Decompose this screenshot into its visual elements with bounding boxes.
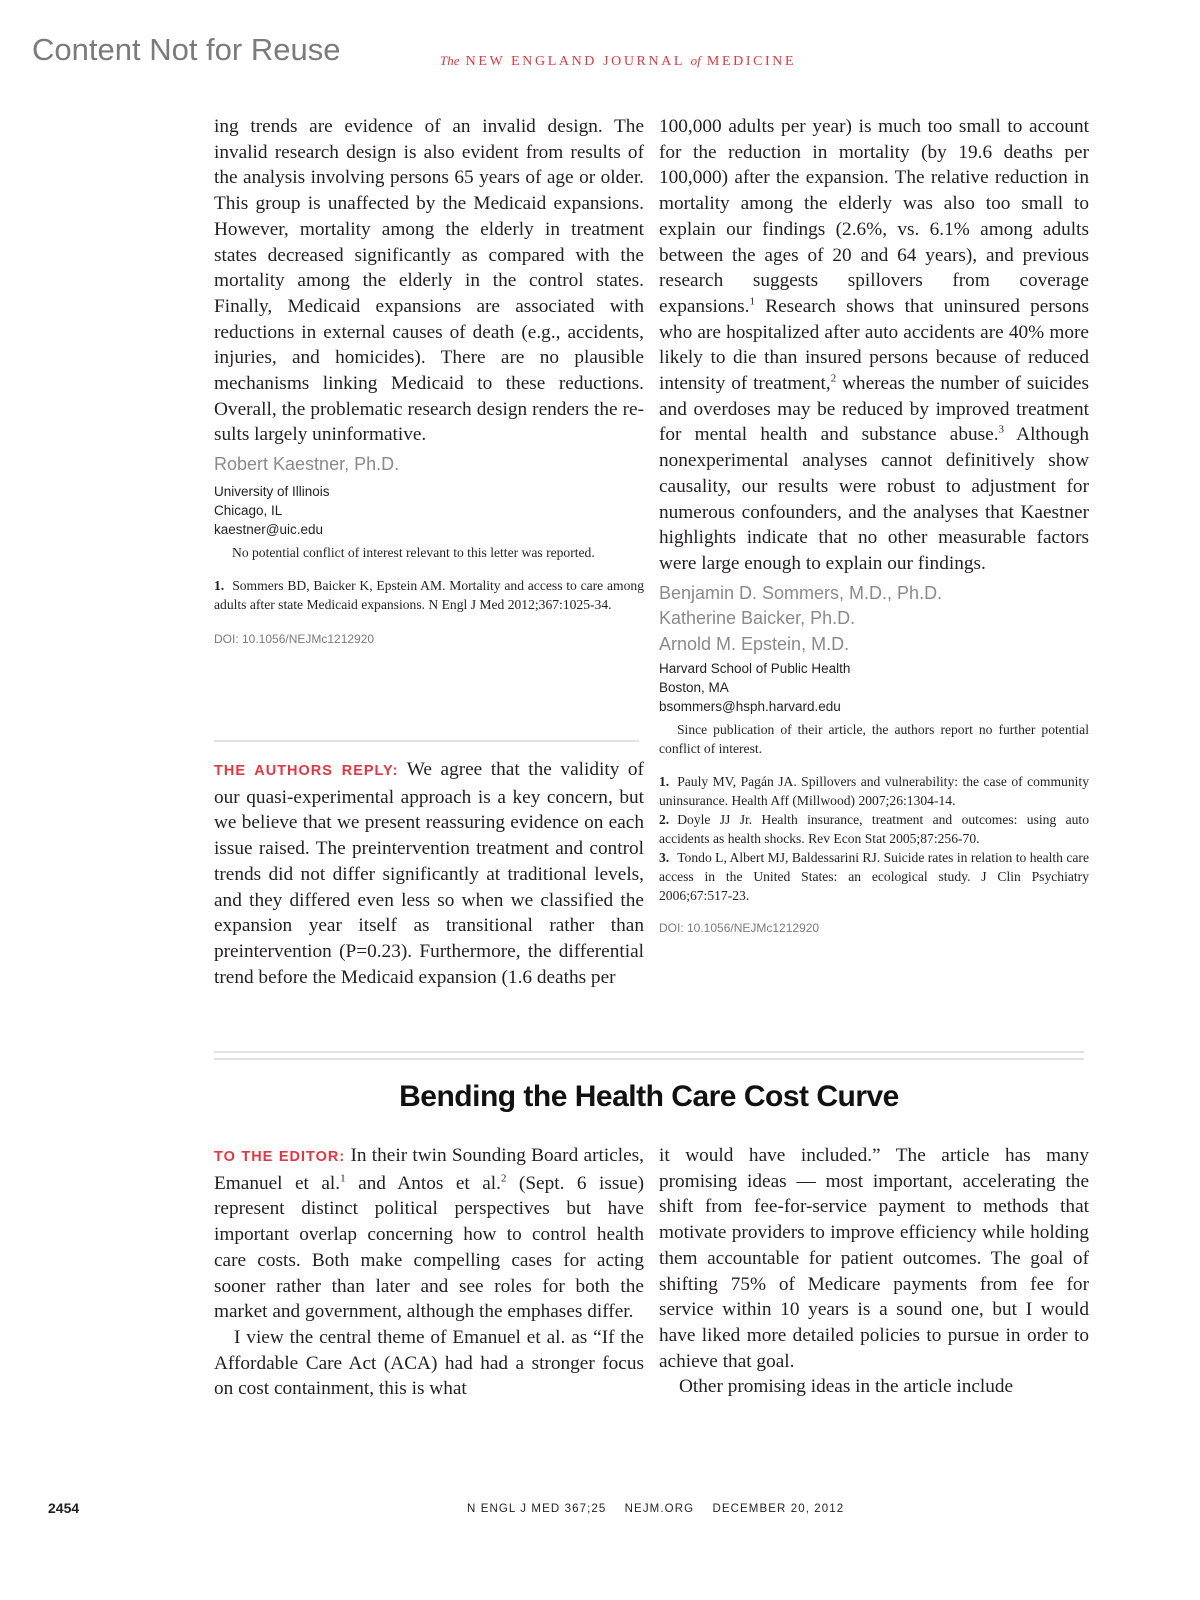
left-column-upper (214, 114, 644, 646)
article2-left-column: TO THE EDITOR: In their twin Sounding Board articles, Emanuel et al.$^1$ and Antos et al.$^2$ (Sept. 6 issue) represent distinct political perspectives but have important overlap concerning how to control health care costs. Both make compelling cases for acting sooner rather than later and see roles for both the market and government, although the emphases differ. I view the central theme of Emanuel et al. as “If the Affordable Care Act (ACA) had had a stronger focus on cost containment, this is what (214, 1143, 644, 1402)
article-title: Bending the Health Care Cost Curve (399, 1080, 899, 1113)
reply-doi[interactable]: DOI: 10.1056/NEJMc1212920 (659, 921, 820, 936)
letter1-references (214, 576, 644, 614)
right-column-upper (659, 114, 1089, 935)
reply-lead: THE AUTHORS REPLY: (214, 763, 399, 779)
reply-location: Boston, MA (659, 680, 729, 696)
letter1-body: ing trends are evidence of an invalid design. The invalid research design is also evident from results of the analysis involving persons 65 years of age or older. This group is unaffected by the Medicaid expansions. However, mortality among the elderly in treatment states decreased significantly as compared with the mortality among the elderly in the control states. Finally, Medicaid expansions are associated with reductions in external causes of death (e.g., accidents, injuries, and homicides). There are no plausible mechanisms linking Medicaid to these reductions. Overall, the problematic research design renders the results largely uninformative. (214, 116, 644, 446)
reply-author-2: Katherine Baicker, Ph.D. (659, 608, 856, 629)
reply-affiliation (659, 659, 1089, 716)
footer-citation (467, 1503, 858, 1515)
journal-citation: N ENGL J MED 367;25 (467, 1503, 607, 1515)
letter1-affiliation (214, 482, 644, 539)
reply-body-col2: 100,000 adults per year) is much too small to account for the reduction in mortality (by 19.6 deaths per 100,000) after the expansion. The relative reduction in mortality among the elderly was also too small to explain our findings (2.6%, vs. 6.1% among adults between the ages of 20 and 64 years), and previous research suggests spillovers from coverage expansions.$^1$ Research shows that uninsured persons who are hospitalized after auto accidents are 40% more likely to die than insured persons because of reduced intensity of treatment,$^2$ whereas the number of suicides and overdoses may be reduced by improved treatment for mental health and substance abuse.$^3$ Although nonexperimental analyses cannot definitively show causality, our results were robust to adjustment for numerous confounders, and the analyses that Kaestner highlights indicate that no other measurable factors were large enough to explain our findings. (659, 116, 1089, 574)
reference-item: 1. Sommers BD, Baicker K, Epstein AM. Mortality and access to care among adults after state Medicaid expansions. N Engl J Med 2012;367:1025-34. (214, 577, 644, 612)
reference-item: 3. Tondo L, Albert MJ, Baldessarini RJ. Suicide rates in relation to health care access in the United States: an ecological study. J Clin Psychiatry 2006;67:517-23. (659, 850, 1089, 904)
masthead-name-2: MEDICINE (706, 54, 797, 69)
section-divider (214, 740, 639, 742)
reply-institution: Harvard School of Public Health (659, 661, 851, 677)
reply-conflict: Since publication of their article, the authors report no further potential conflict of interest. (659, 722, 1089, 757)
masthead-prefix: The (440, 53, 460, 68)
left-column-reply (214, 757, 644, 990)
reference-item: 1. Pauly MV, Pagán JA. Spillovers and vulnerability: the case of community uninsurance. Health Aff (Millwood) 2007;26:1304-14. (659, 774, 1089, 809)
letter1-author: Robert Kaestner, Ph.D. (214, 454, 400, 475)
masthead-name-1: NEW ENGLAND JOURNAL (465, 54, 685, 69)
journal-site[interactable]: NEJM.ORG (624, 1503, 695, 1515)
article-divider-bottom (214, 1058, 1084, 1060)
to-editor-lead: TO THE EDITOR: (214, 1149, 346, 1165)
article2-right-column (659, 1143, 1089, 1400)
masthead-of: of (690, 53, 701, 68)
letter1-email[interactable]: kaestner@uic.edu (214, 521, 324, 537)
reference-item: 2. Doyle JJ Jr. Health insurance, treatment and outcomes: using auto accidents as health shocks. Rev Econ Stat 2005;87:256-70. (659, 812, 1089, 847)
issue-date: DECEMBER 20, 2012 (712, 1503, 845, 1515)
article2-paragraph-3: Other promising ideas in the article include (679, 1376, 1014, 1398)
reply-author-1: Benjamin D. Sommers, M.D., Ph.D. (659, 582, 943, 603)
reply-body-col1: We agree that the validity of our quasi-experimental approach is a key concern, but we believe that we present reassuring evidence on each issue raised. The preintervention treatment and control trends did not differ significantly at traditional levels, and they differed even less so when we classified the expansion year itself as transitional rather than preintervention (P=0.23). Furthermore, the differential trend before the Medicaid expansion (1.6 deaths per (214, 759, 644, 988)
article2-paragraph-2-cont: it would have included.” The article has many promising ideas — most important, accelerating the shift from fee-for-service payment to methods that motivate providers to improve efficiency while holding them accountable for patient outcomes. The goal of shifting 75% of Medicare payments from fee for service within 10 years is a sound one, but I would have liked more detailed policies to pursue in order to achieve that goal. (659, 1145, 1089, 1372)
article-divider-top (214, 1051, 1084, 1053)
reply-author-3: Arnold M. Epstein, M.D. (659, 633, 850, 654)
reply-references (659, 772, 1089, 905)
letter1-conflict: No potential conflict of interest relevant to this letter was reported. (232, 544, 595, 560)
page-number: 2454 (48, 1500, 80, 1516)
journal-masthead (440, 53, 796, 70)
letter1-location: Chicago, IL (214, 502, 283, 518)
reply-authors (659, 581, 1089, 658)
letter1-doi[interactable]: DOI: 10.1056/NEJMc1212920 (214, 631, 375, 646)
reply-email[interactable]: bsommers@hsph.harvard.edu (659, 699, 841, 715)
watermark: Content Not for Reuse (32, 32, 341, 67)
letter1-institution: University of Illinois (214, 483, 330, 499)
article2-paragraph-2: I view the central theme of Emanuel et al. as “If the Affordable Care Act (ACA) had had a stronger focus on cost containment, this is what (214, 1326, 644, 1400)
